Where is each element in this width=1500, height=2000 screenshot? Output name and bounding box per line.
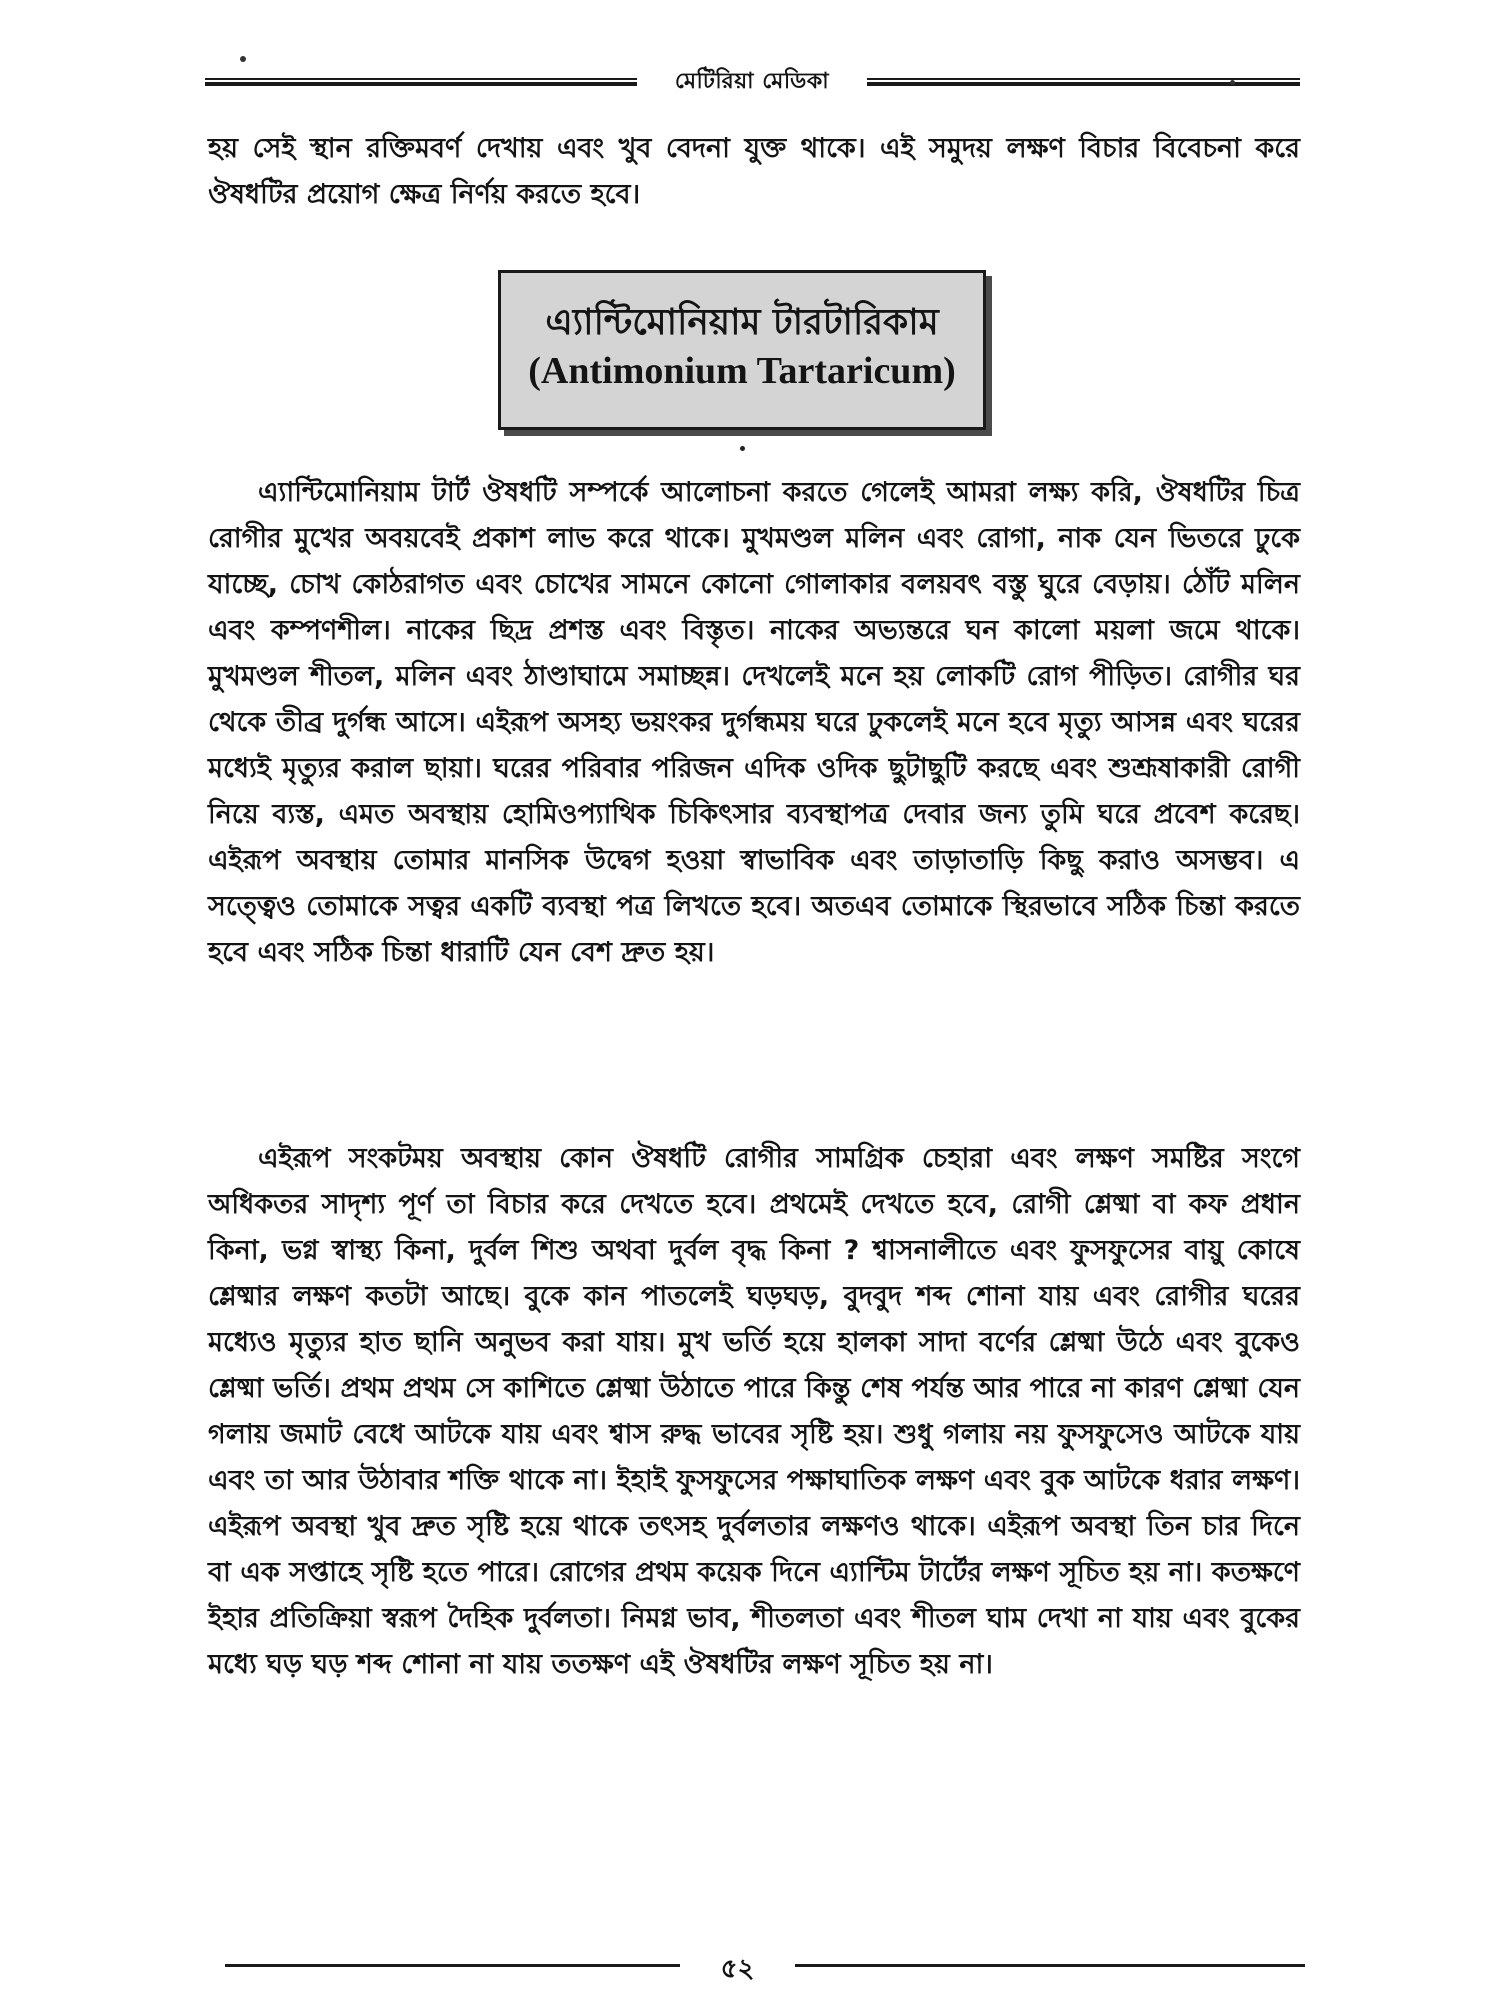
page-footer [225, 1948, 1305, 1988]
footer-rule-right [795, 1964, 1305, 1967]
page-number: ৫২ [720, 1954, 755, 1984]
intro-paragraph: হয় সেই স্থান রক্তিমবর্ণ দেখায় এবং খুব বেদনা যুক্ত থাকে। এই সমুদয় লক্ষণ বিচার বিবেচনা করে ঔষধটির প্রয়োগ ক্ষেত্র নির্ণয় করতে হবে। [208, 133, 1300, 210]
remedy-title-english: (Antimonium Tartaricum) [528, 350, 956, 392]
remedy-title-bengali: এ্যান্টিমোনিয়াম টারটারিকাম [545, 302, 939, 343]
header-rule-right [867, 78, 1300, 86]
print-speck [1230, 80, 1235, 85]
body-paragraph-2: এইরূপ সংকটময় অবস্থায় কোন ঔষধটি রোগীর সামগ্রিক চেহারা এবং লক্ষণ সমষ্টির সংগে অধিকতর সাদৃশ্য পূর্ণ তা বিচার করে দেখতে হবে। প্রথমেই দেখতে হবে, রোগী শ্লেষ্মা বা কফ প্রধান কিনা, ভগ্ন স্বাস্থ্য কিনা, দুর্বল শিশু অথবা দুর্বল বৃদ্ধ কিনা ? শ্বাসনালীতে এবং ফুসফুসের বায়ু কোষে শ্লেষ্মার লক্ষণ কতটা আছে। বুকে কান পাতলেই ঘড়ঘড়, বুদবুদ শব্দ শোনা যায় এবং রোগীর ঘরের মধ্যেও মৃত্যুর হাত ছানি অনুভব করা যায়। মুখ ভর্তি হয়ে হালকা সাদা বর্ণের শ্লেষ্মা উঠে এবং বুকেও শ্লেষ্মা ভর্তি। প্রথম প্রথম সে কাশিতে শ্লেষ্মা উঠাতে পারে কিন্তু শেষ পর্যন্ত আর পারে না কারণ শ্লেষ্মা যেন গলায় জমাট বেধে আটকে যায় এবং শ্বাস রুদ্ধ ভাবের সৃষ্টি হয়। শুধু গলায় নয় ফুসফুসেও আটকে যায় এবং তা আর উঠাবার শক্তি থাকে না। ইহাই ফুসফুসের পক্ষাঘাতিক লক্ষণ এবং বুক আটকে ধরার লক্ষণ। এইরূপ অবস্থা খুব দ্রুত সৃষ্টি হয়ে থাকে তৎসহ দুর্বলতার লক্ষণও থাকে। এইরূপ অবস্থা তিন চার দিনে বা এক সপ্তাহে সৃষ্টি হতে পারে। রোগের প্রথম কয়েক দিনে এ্যান্টিম টার্টের লক্ষণ সূচিত হয় না। কতক্ষণে ইহার প্রতিক্রিয়া স্বরূপ দৈহিক দুর্বলতা। নিমগ্ন ভাব, শীতলতা এবং শীতল ঘাম দেখা না যায় এবং বুকের মধ্যে ঘড় ঘড় শব্দ শোনা না যায় ততক্ষণ এই ঔষধটির লক্ষণ সূচিত হয় না। [208, 1143, 1300, 1680]
footer-rule-left [225, 1964, 680, 1967]
header-rule-left [205, 78, 637, 86]
print-speck [240, 56, 246, 62]
remedy-title-box [498, 270, 986, 430]
running-header [205, 60, 1300, 100]
body-paragraph-1: এ্যান্টিমোনিয়াম টার্ট ঔষধটি সম্পর্কে আলোচনা করতে গেলেই আমরা লক্ষ্য করি, ঔষধটির চিত্র রোগীর মুখের অবয়বেই প্রকাশ লাভ করে থাকে। মুখমণ্ডল মলিন এবং রোগা, নাক যেন ভিতরে ঢুকে যাচ্ছে, চোখ কোঠরাগত এবং চোখের সামনে কোনো গোলাকার বলয়বৎ বস্তু ঘুরে বেড়ায়। ঠোঁট মলিন এবং কম্পণশীল। নাকের ছিদ্র প্রশস্ত এবং বিস্তৃত। নাকের অভ্যন্তরে ঘন কালো ময়লা জমে থাকে। মুখমণ্ডল শীতল, মলিন এবং ঠাণ্ডাঘামে সমাচ্ছন্ন। দেখলেই মনে হয় লোকটি রোগ পীড়িত। রোগীর ঘর থেকে তীব্র দুর্গন্ধ আসে। এইরূপ অসহ্য ভয়ংকর দুর্গন্ধময় ঘরে ঢুকলেই মনে হবে মৃত্যু আসন্ন এবং ঘরের মধ্যেই মৃত্যুর করাল ছায়া। ঘরের পরিবার পরিজন এদিক ওদিক ছুটাছুটি করছে এবং শুশ্রূষাকারী রোগী নিয়ে ব্যস্ত, এমত অবস্থায় হোমিওপ্যাথিক চিকিৎসার ব্যবস্থাপত্র দেবার জন্য তুমি ঘরে প্রবেশ করেছ। এইরূপ অবস্থায় তোমার মানসিক উদ্বেগ হওয়া স্বাভাবিক এবং তাড়াতাড়ি কিছু করাও অসম্ভব। এ সত্ত্বেও তোমাকে সত্বর একটি ব্যবস্থা পত্র লিখতে হবে। অতএব তোমাকে স্থিরভাবে সঠিক চিন্তা করতে হবে এবং সঠিক চিন্তা ধারাটি যেন বেশ দ্রুত হয়। [208, 477, 1300, 968]
running-header-title: মেটিরিয়া মেডিকা [674, 69, 830, 94]
print-speck [740, 446, 745, 451]
